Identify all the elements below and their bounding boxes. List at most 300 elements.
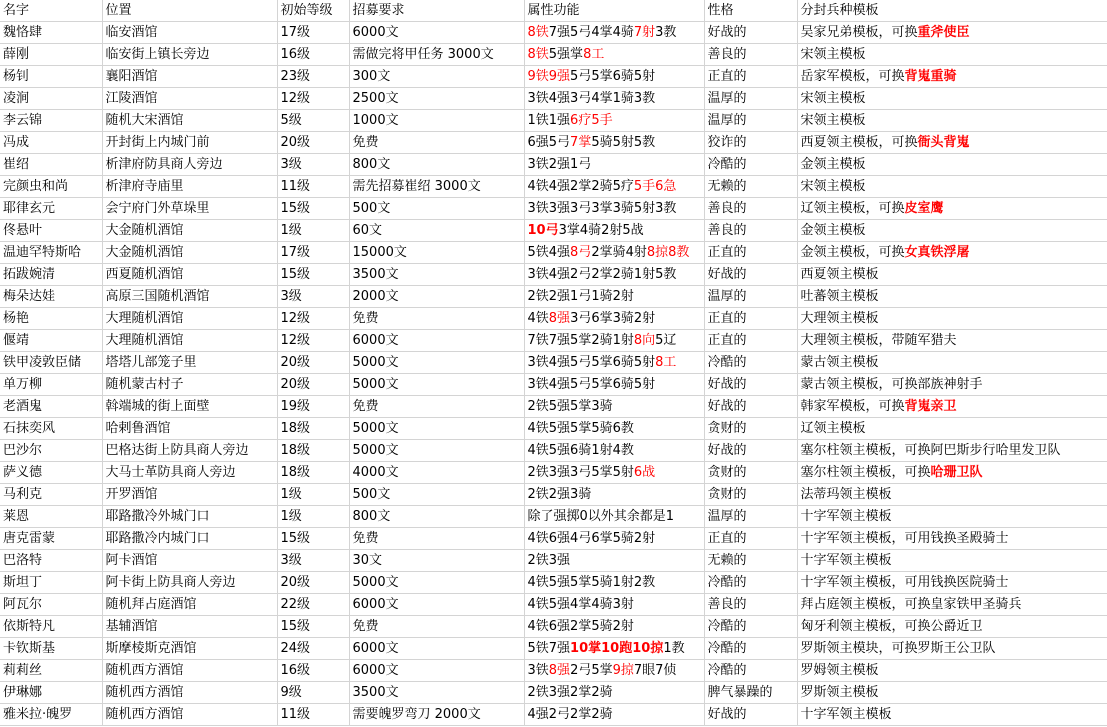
- cell-location: [102, 176, 277, 198]
- cell-name: [0, 550, 102, 572]
- cell-text: 贪财的: [707, 486, 747, 502]
- header-cell-attributes: 属性功能: [524, 0, 704, 22]
- table-row: [0, 352, 1107, 374]
- cell-text: 随机蒙古村子: [105, 376, 184, 392]
- cell-text: 5辽: [655, 332, 677, 348]
- cell-level: [277, 660, 349, 682]
- cell-text: 拜占庭领主模板，可换皇家铁甲圣骑兵: [800, 596, 1022, 612]
- cell-level: [277, 616, 349, 638]
- cell-text: 随机西方酒馆: [105, 684, 184, 700]
- cell-text: 24级: [280, 640, 311, 656]
- cell-text: 1级: [280, 222, 302, 238]
- cell-text: 西夏领主模板: [800, 266, 879, 282]
- cell-personality: [704, 44, 797, 66]
- cell-text: 500文: [352, 200, 391, 216]
- cell-text: 冷酷的: [707, 354, 747, 370]
- cell-text: 薛刚: [3, 46, 30, 62]
- cell-requirement: [349, 484, 524, 506]
- cell-text: 6疗5手: [570, 112, 613, 128]
- cell-text: 辽领主模板，可换: [800, 200, 905, 216]
- header-cell-level: 初始等级: [277, 0, 349, 22]
- cell-text: 4铁5强5掌5骑1射2教: [527, 574, 656, 590]
- cell-personality: [704, 154, 797, 176]
- cell-level: [277, 396, 349, 418]
- header-cell-personality: 性格: [704, 0, 797, 22]
- cell-text: 好战的: [707, 398, 747, 414]
- cell-text: 15级: [280, 530, 311, 546]
- cell-requirement: [349, 132, 524, 154]
- cell-text: 大理随机酒馆: [105, 332, 184, 348]
- table-row: [0, 220, 1107, 242]
- cell-level: [277, 418, 349, 440]
- cell-template: [797, 462, 1107, 484]
- cell-text: 9掠: [612, 662, 634, 678]
- cell-text: 塞尔柱领主模板，可换: [800, 464, 931, 480]
- cell-text: 免费: [352, 134, 379, 150]
- cell-text: 23级: [280, 68, 311, 84]
- cell-template: [797, 550, 1107, 572]
- cell-text: 巴沙尔: [3, 442, 43, 458]
- cell-text: 衙头背嵬: [917, 134, 970, 150]
- cell-attributes: [524, 572, 704, 594]
- cell-level: [277, 286, 349, 308]
- cell-text: 3级: [280, 156, 302, 172]
- cell-text: 8弓: [570, 244, 592, 260]
- cell-text: 女真铁浮屠: [904, 244, 970, 260]
- cell-text: 温厚的: [707, 508, 747, 524]
- cell-personality: [704, 88, 797, 110]
- cell-level: [277, 484, 349, 506]
- cell-text: 金领主模板: [800, 222, 866, 238]
- cell-text: 3铁: [527, 662, 549, 678]
- cell-attributes: [524, 308, 704, 330]
- table-row: [0, 506, 1107, 528]
- cell-template: [797, 638, 1107, 660]
- cell-attributes: [524, 462, 704, 484]
- cell-attributes: [524, 220, 704, 242]
- cell-template: [797, 506, 1107, 528]
- cell-text: 30文: [352, 552, 383, 568]
- cell-text: 3500文: [352, 684, 399, 700]
- cell-text: 西夏领主模板，可换: [800, 134, 918, 150]
- cell-requirement: [349, 462, 524, 484]
- cell-personality: [704, 682, 797, 704]
- cell-text: 大理随机酒馆: [105, 310, 184, 326]
- cell-text: 随机西方酒馆: [105, 662, 184, 678]
- cell-location: [102, 44, 277, 66]
- cell-text: 巴洛特: [3, 552, 43, 568]
- cell-text: 17级: [280, 244, 311, 260]
- cell-text: 凌涧: [3, 90, 30, 106]
- cell-name: [0, 660, 102, 682]
- cell-attributes: [524, 44, 704, 66]
- cell-requirement: [349, 330, 524, 352]
- cell-text: 3铁2强1弓: [527, 156, 592, 172]
- cell-requirement: [349, 638, 524, 660]
- cell-template: [797, 132, 1107, 154]
- table-row: [0, 242, 1107, 264]
- cell-personality: [704, 330, 797, 352]
- cell-requirement: [349, 242, 524, 264]
- cell-text: 7铁7强5掌2骑1射: [527, 332, 634, 348]
- cell-location: [102, 704, 277, 726]
- cell-text: 拓跋婉清: [3, 266, 56, 282]
- cell-personality: [704, 462, 797, 484]
- cell-text: 11级: [280, 178, 311, 194]
- cell-text: 老酒鬼: [3, 398, 43, 414]
- cell-personality: [704, 176, 797, 198]
- cell-text: 宋领主模板: [800, 178, 866, 194]
- cell-requirement: [349, 374, 524, 396]
- cell-text: 大金随机酒馆: [105, 244, 184, 260]
- cell-text: 6000文: [352, 640, 399, 656]
- cell-template: [797, 154, 1107, 176]
- cell-name: [0, 308, 102, 330]
- cell-text: 4铁6强4弓6掌5骑2射: [527, 530, 656, 546]
- cell-text: 需要魄罗弯刀 2000文: [352, 706, 481, 722]
- cell-text: 免费: [352, 530, 379, 546]
- cell-text: 临安酒馆: [105, 24, 158, 40]
- cell-requirement: [349, 704, 524, 726]
- cell-level: [277, 66, 349, 88]
- cell-name: [0, 506, 102, 528]
- cell-text: 20级: [280, 134, 311, 150]
- cell-text: 需做完将甲任务 3000文: [352, 46, 494, 62]
- cell-level: [277, 242, 349, 264]
- cell-location: [102, 242, 277, 264]
- cell-text: 析津府防具商人旁边: [105, 156, 223, 172]
- cell-text: 狡诈的: [707, 134, 747, 150]
- cell-level: [277, 220, 349, 242]
- cell-text: 1级: [280, 486, 302, 502]
- cell-text: 吐蕃领主模板: [800, 288, 879, 304]
- cell-level: [277, 198, 349, 220]
- cell-requirement: [349, 682, 524, 704]
- cell-personality: [704, 418, 797, 440]
- cell-text: 800文: [352, 508, 391, 524]
- cell-personality: [704, 242, 797, 264]
- cell-text: 3弓6掌3骑2射: [570, 310, 656, 326]
- cell-text: 贪财的: [707, 420, 747, 436]
- cell-personality: [704, 660, 797, 682]
- cell-text: 18级: [280, 464, 311, 480]
- cell-text: 5强掌: [548, 46, 584, 62]
- cell-text: 匈牙利领主模板，可换公爵近卫: [800, 618, 983, 634]
- cell-attributes: [524, 330, 704, 352]
- cell-name: [0, 594, 102, 616]
- cell-text: 4铁5强6骑1射4教: [527, 442, 634, 458]
- cell-text: 6000文: [352, 662, 399, 678]
- cell-name: [0, 572, 102, 594]
- cell-text: 4铁: [527, 310, 549, 326]
- cell-text: 1级: [280, 508, 302, 524]
- cell-text: 3铁4强3弓4掌1骑3教: [527, 90, 656, 106]
- cell-text: 12级: [280, 332, 311, 348]
- cell-text: 7射: [633, 24, 656, 40]
- table-row: [0, 88, 1107, 110]
- cell-text: 17级: [280, 24, 311, 40]
- cell-text: 2000文: [352, 288, 399, 304]
- cell-name: [0, 286, 102, 308]
- cell-text: 塞尔柱领主模板，可换阿巴斯步行哈里发卫队: [800, 442, 1061, 458]
- cell-template: [797, 330, 1107, 352]
- cell-requirement: [349, 44, 524, 66]
- cell-template: [797, 308, 1107, 330]
- cell-text: 2弓5掌: [570, 662, 613, 678]
- cell-personality: [704, 220, 797, 242]
- cell-text: 崔绍: [3, 156, 30, 172]
- cell-text: 3铁4强2弓2掌2骑1射5教: [527, 266, 677, 282]
- cell-text: 佟悬叶: [3, 222, 43, 238]
- cell-text: 法蒂玛领主模板: [800, 486, 892, 502]
- cell-requirement: [349, 220, 524, 242]
- cell-personality: [704, 704, 797, 726]
- cell-name: [0, 528, 102, 550]
- cell-text: 石抹奕风: [3, 420, 56, 436]
- cell-text: 好战的: [707, 706, 747, 722]
- cell-text: 冷酷的: [707, 662, 747, 678]
- table-row: [0, 572, 1107, 594]
- cell-text: 宋领主模板: [800, 112, 866, 128]
- cell-text: 无赖的: [707, 178, 747, 194]
- cell-name: [0, 374, 102, 396]
- table-row: [0, 44, 1107, 66]
- cell-text: 8铁: [527, 24, 549, 40]
- cell-template: [797, 44, 1107, 66]
- cell-requirement: [349, 352, 524, 374]
- cell-text: 2铁3强2掌2骑: [527, 684, 613, 700]
- cell-text: 基辅酒馆: [105, 618, 158, 634]
- cell-name: [0, 264, 102, 286]
- cell-text: 3铁4强5弓5掌6骑5射: [527, 376, 656, 392]
- table-row: [0, 638, 1107, 660]
- cell-location: [102, 638, 277, 660]
- cell-requirement: [349, 572, 524, 594]
- cell-name: [0, 176, 102, 198]
- cell-level: [277, 528, 349, 550]
- cell-text: 冷酷的: [707, 618, 747, 634]
- cell-requirement: [349, 396, 524, 418]
- cell-level: [277, 550, 349, 572]
- cell-personality: [704, 374, 797, 396]
- cell-text: 好战的: [707, 376, 747, 392]
- cell-text: 十字军领主模板，可用钱换圣殿骑士: [800, 530, 1009, 546]
- cell-requirement: [349, 440, 524, 462]
- cell-text: 罗斯领主模块，可换罗斯王公卫队: [800, 640, 996, 656]
- cell-text: 随机西方酒馆: [105, 706, 184, 722]
- cell-level: [277, 330, 349, 352]
- cell-attributes: [524, 242, 704, 264]
- cell-text: 无赖的: [707, 552, 747, 568]
- cell-text: 18级: [280, 420, 311, 436]
- cell-level: [277, 682, 349, 704]
- cell-text: 背嵬重骑: [904, 68, 957, 84]
- cell-text: 8向: [633, 332, 656, 348]
- cell-location: [102, 132, 277, 154]
- cell-level: [277, 308, 349, 330]
- cell-text: 冷酷的: [707, 574, 747, 590]
- cell-text: 大马士革防具商人旁边: [105, 464, 236, 480]
- cell-template: [797, 374, 1107, 396]
- cell-text: 2掌骑4射: [591, 244, 647, 260]
- cell-text: 3铁3强3弓3掌3骑5射3教: [527, 200, 677, 216]
- cell-level: [277, 440, 349, 462]
- cell-attributes: [524, 264, 704, 286]
- cell-text: 2铁5强5掌3骑: [527, 398, 613, 414]
- cell-text: 22级: [280, 596, 311, 612]
- table-row: [0, 286, 1107, 308]
- cell-location: [102, 462, 277, 484]
- cell-text: 免费: [352, 398, 379, 414]
- cell-name: [0, 330, 102, 352]
- cell-location: [102, 396, 277, 418]
- cell-personality: [704, 286, 797, 308]
- cell-text: 需先招募崔绍 3000文: [352, 178, 481, 194]
- cell-personality: [704, 594, 797, 616]
- cell-personality: [704, 132, 797, 154]
- cell-template: [797, 418, 1107, 440]
- cell-template: [797, 572, 1107, 594]
- cell-text: 伊琳娜: [3, 684, 43, 700]
- cell-requirement: [349, 594, 524, 616]
- cell-text: 岳家军模板，可换: [800, 68, 905, 84]
- cell-level: [277, 264, 349, 286]
- cell-text: 15000文: [352, 244, 407, 260]
- cell-requirement: [349, 264, 524, 286]
- cell-text: 罗斯领主模板: [800, 684, 879, 700]
- cell-level: [277, 638, 349, 660]
- cell-text: 斯摩棱斯克酒馆: [105, 640, 197, 656]
- cell-text: 哈剌鲁酒馆: [105, 420, 171, 436]
- cell-text: 罗姆领主模板: [800, 662, 879, 678]
- table-row: [0, 264, 1107, 286]
- cell-requirement: [349, 154, 524, 176]
- cell-level: [277, 352, 349, 374]
- cell-text: 铁甲凌敦臣储: [3, 354, 82, 370]
- cell-text: 11级: [280, 706, 311, 722]
- cell-attributes: [524, 154, 704, 176]
- cell-level: [277, 506, 349, 528]
- cell-text: 偃靖: [3, 332, 30, 348]
- cell-text: 莱恩: [3, 508, 30, 524]
- table-row: [0, 418, 1107, 440]
- cell-text: 唐克雷蒙: [3, 530, 56, 546]
- cell-attributes: [524, 638, 704, 660]
- cell-personality: [704, 528, 797, 550]
- cell-text: 4铁6强2掌5骑2射: [527, 618, 634, 634]
- cell-text: 冷酷的: [707, 640, 747, 656]
- cell-location: [102, 330, 277, 352]
- cell-template: [797, 242, 1107, 264]
- cell-attributes: [524, 418, 704, 440]
- cell-requirement: [349, 308, 524, 330]
- cell-location: [102, 484, 277, 506]
- cell-text: 5000文: [352, 442, 399, 458]
- cell-personality: [704, 66, 797, 88]
- cell-text: 梅朵达娃: [3, 288, 56, 304]
- cell-template: [797, 616, 1107, 638]
- cell-name: [0, 704, 102, 726]
- cell-personality: [704, 506, 797, 528]
- cell-text: 8掠8教: [646, 244, 690, 260]
- cell-text: 1铁1强: [527, 112, 571, 128]
- cell-personality: [704, 550, 797, 572]
- cell-template: [797, 22, 1107, 44]
- table-row: [0, 462, 1107, 484]
- cell-personality: [704, 396, 797, 418]
- cell-location: [102, 594, 277, 616]
- cell-text: 温迪罕特斯哈: [3, 244, 82, 260]
- cell-text: 十字军领主模板: [800, 508, 892, 524]
- cell-text: 6000文: [352, 24, 399, 40]
- cell-requirement: [349, 506, 524, 528]
- cell-text: 高原三国随机酒馆: [105, 288, 210, 304]
- cell-text: 5000文: [352, 574, 399, 590]
- table-row: [0, 550, 1107, 572]
- cell-template: [797, 594, 1107, 616]
- table-row: [0, 22, 1107, 44]
- table-row: [0, 528, 1107, 550]
- cell-name: [0, 418, 102, 440]
- cell-text: 善良的: [707, 596, 747, 612]
- cell-text: 正直的: [707, 310, 747, 326]
- cell-text: 蒙古领主模板，可换部族神射手: [800, 376, 983, 392]
- cell-text: 500文: [352, 486, 391, 502]
- cell-text: 正直的: [707, 68, 747, 84]
- cell-text: 随机拜占庭酒馆: [105, 596, 197, 612]
- cell-text: 斯坦丁: [3, 574, 43, 590]
- header-cell-template: 分封兵种模板: [797, 0, 1107, 22]
- cell-text: 会宁府门外草垛里: [105, 200, 210, 216]
- cell-attributes: [524, 176, 704, 198]
- cell-text: 江陵酒馆: [105, 90, 158, 106]
- header-cell-name: 名字: [0, 0, 102, 22]
- header-row: [0, 0, 1107, 22]
- cell-location: [102, 506, 277, 528]
- cell-text: 宋领主模板: [800, 46, 866, 62]
- cell-text: 20级: [280, 574, 311, 590]
- cell-level: [277, 154, 349, 176]
- cell-text: 开封街上内城门前: [105, 134, 210, 150]
- cell-text: 1000文: [352, 112, 399, 128]
- cell-attributes: [524, 616, 704, 638]
- cell-text: 5骑5射5教: [591, 134, 656, 150]
- table-row: [0, 396, 1107, 418]
- cell-text: 李云锦: [3, 112, 43, 128]
- cell-personality: [704, 616, 797, 638]
- cell-text: 3级: [280, 552, 302, 568]
- cell-text: 卡钦斯基: [3, 640, 56, 656]
- cell-text: 温厚的: [707, 90, 747, 106]
- cell-template: [797, 396, 1107, 418]
- cell-personality: [704, 638, 797, 660]
- header-cell-requirement: 招募要求: [349, 0, 524, 22]
- table-row: [0, 308, 1107, 330]
- cell-name: [0, 154, 102, 176]
- cell-personality: [704, 22, 797, 44]
- cell-text: 3掌4骑2射5战: [558, 222, 644, 238]
- cell-name: [0, 22, 102, 44]
- cell-template: [797, 484, 1107, 506]
- cell-text: 善良的: [707, 46, 747, 62]
- cell-attributes: [524, 594, 704, 616]
- cell-requirement: [349, 22, 524, 44]
- cell-location: [102, 352, 277, 374]
- cell-location: [102, 572, 277, 594]
- table-row: [0, 616, 1107, 638]
- cell-template: [797, 352, 1107, 374]
- cell-requirement: [349, 528, 524, 550]
